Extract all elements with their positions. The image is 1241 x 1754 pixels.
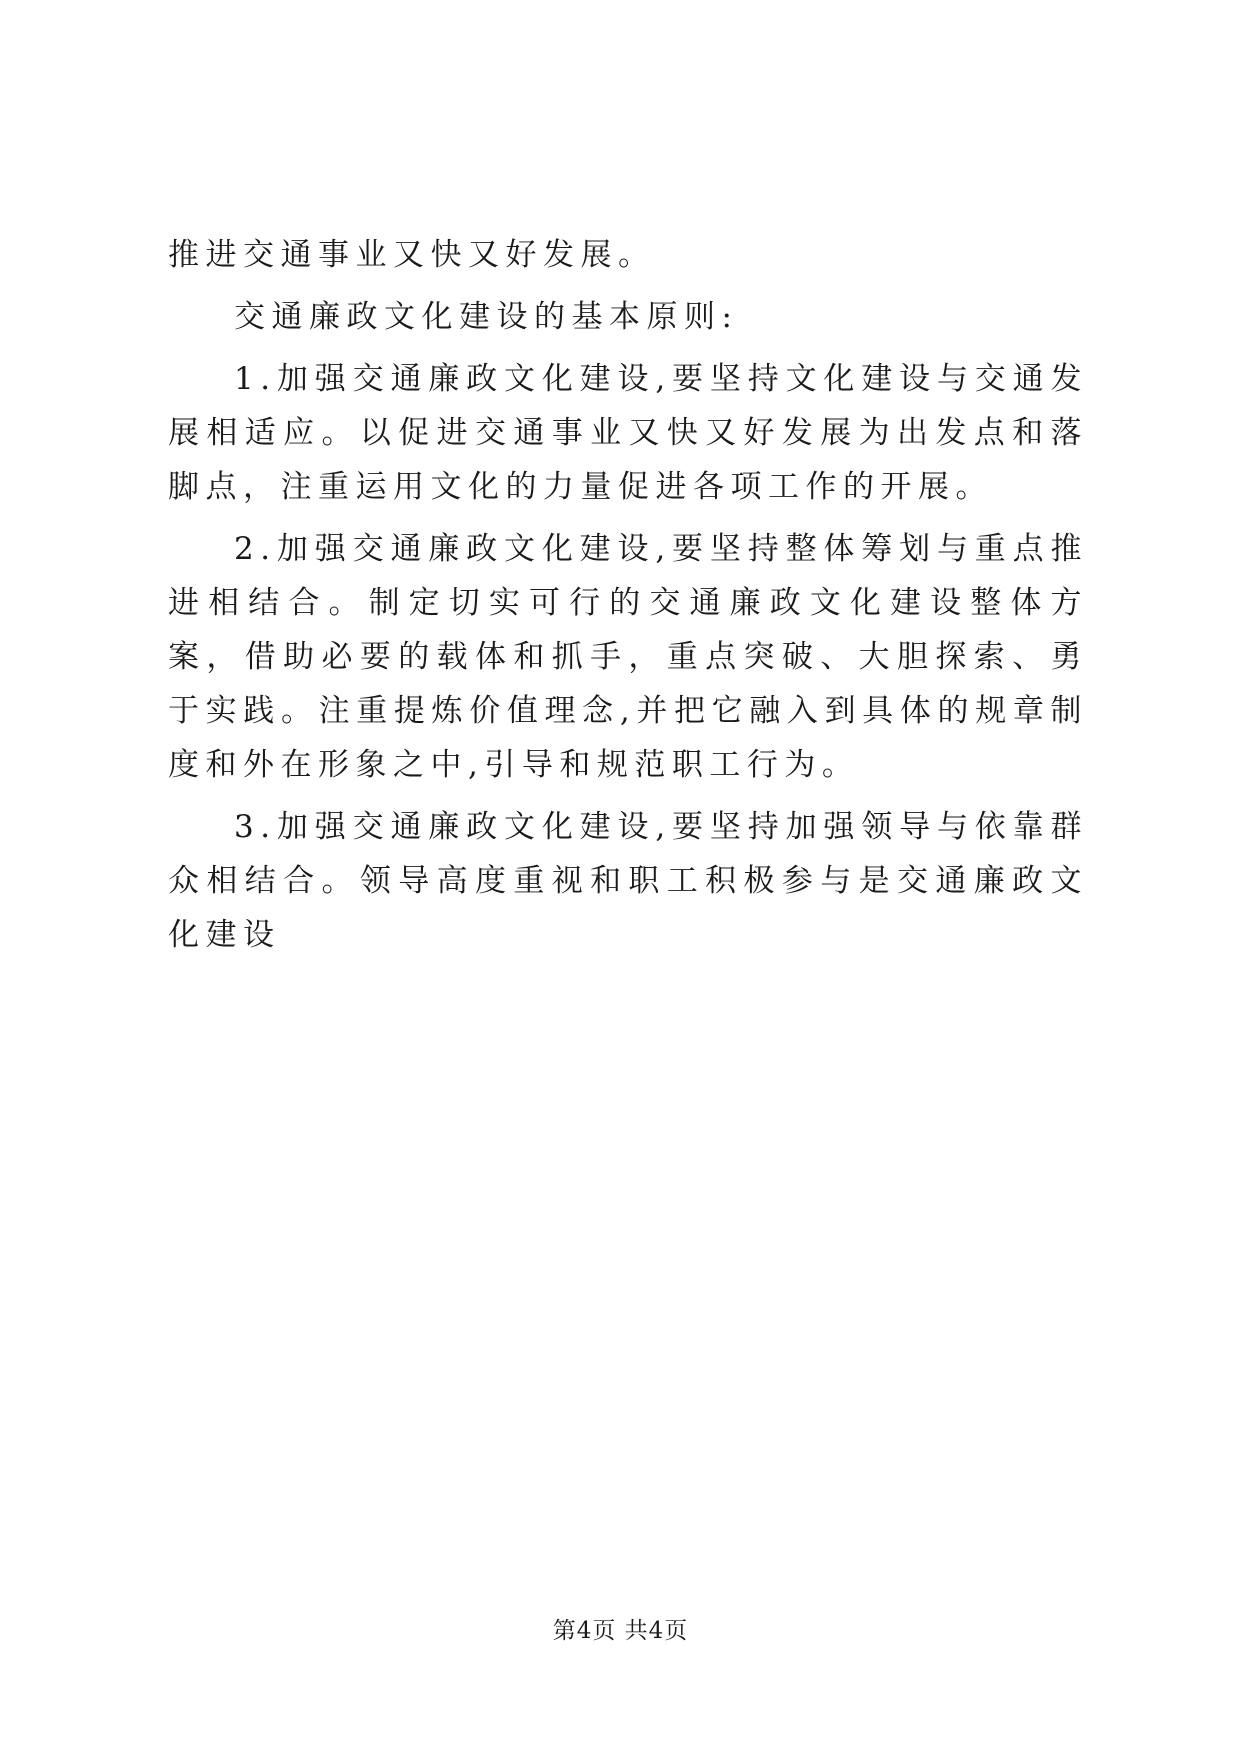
paragraph-principle-1: 1.加强交通廉政文化建设,要坚持文化建设与交通发展相适应。以促进交通事业又快又好发展为出发点和落脚点，注重运用文化的力量促进各项工作的开展。 bbox=[168, 361, 1088, 505]
paragraph-principles-heading: 交通廉政文化建设的基本原则: bbox=[234, 299, 739, 335]
document-body bbox=[168, 228, 1088, 970]
page-number-label: 第4页 共4页 bbox=[552, 1618, 689, 1644]
paragraph-principle-2: 2.加强交通廉政文化建设,要坚持整体筹划与重点推进相结合。制定切实可行的交通廉政文化建设整体方案，借助必要的载体和抓手，重点突破、大胆探索、勇于实践。注重提炼价值理念,并把它融入到具体的规章制度和外在形象之中,引导和规范职工行为。 bbox=[168, 531, 1088, 783]
paragraph-principle-3: 3.加强交通廉政文化建设,要坚持加强领导与依靠群众相结合。领导高度重视和职工积极参与是交通廉政文化建设 bbox=[168, 809, 1088, 953]
paragraph-continuation: 推进交通事业又快又好发展。 bbox=[168, 237, 656, 273]
page-footer bbox=[0, 1612, 1241, 1645]
